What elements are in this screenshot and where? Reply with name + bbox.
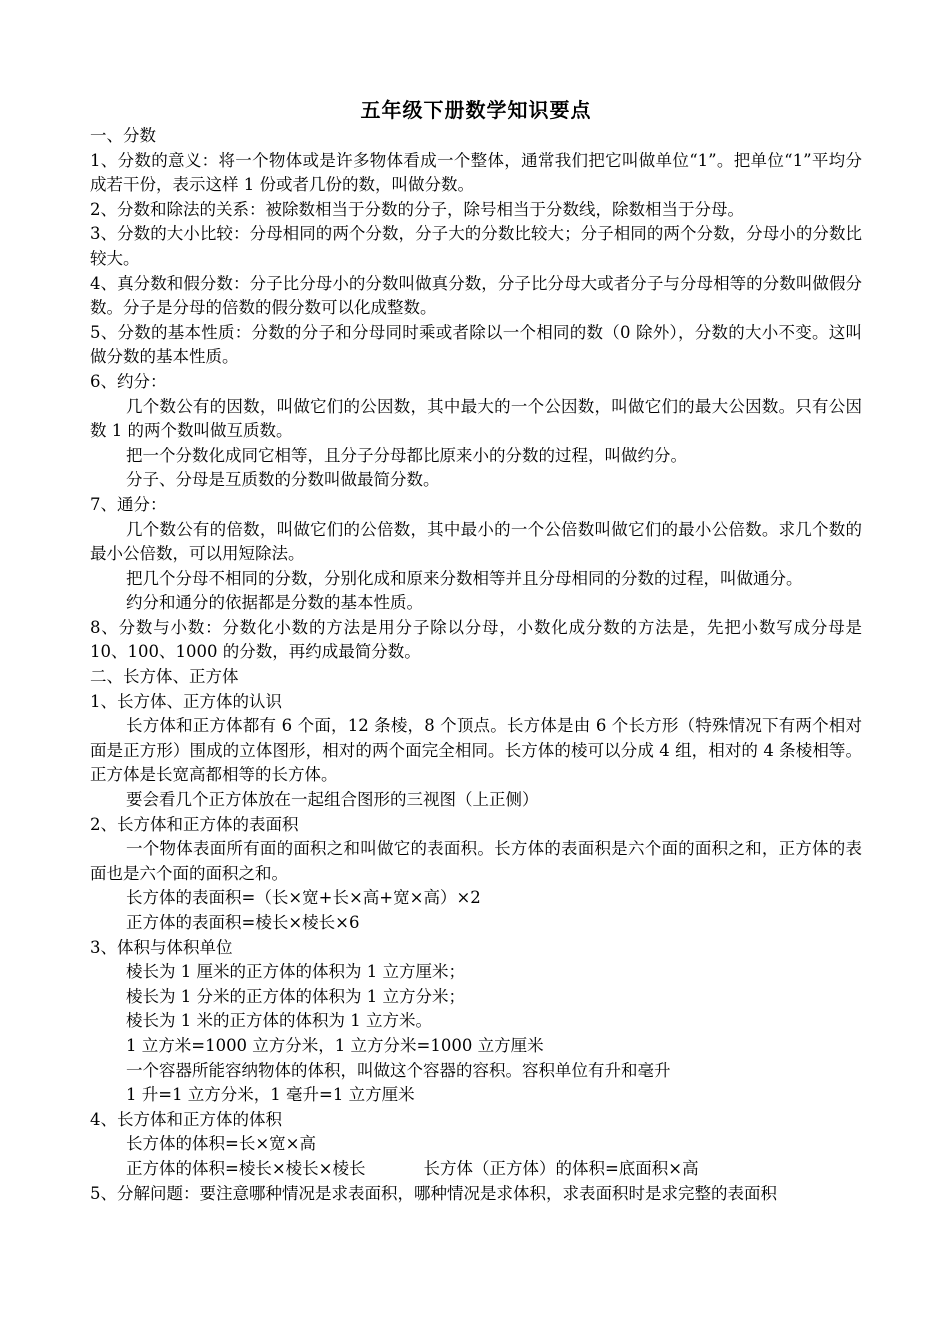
paragraph: 6、约分： (90, 371, 167, 391)
paragraph: 8、分数与小数：分数化小数的方法是用分子除以分母，小数化成分数的方法是，先把小数写成分母是 10、100、1000 的分数，再约成最简分数。 (90, 617, 862, 662)
paragraph: 把几个分母不相同的分数，分别化成和原来分数相等并且分母相同的分数的过程，叫做通分。 (126, 568, 803, 588)
paragraph: 棱长为 1 厘米的正方体的体积为 1 立方厘米； (126, 962, 465, 982)
paragraph: 2、分数和除法的关系：被除数相当于分数的分子，除号相当于分数线，除数相当于分母。 (90, 199, 744, 219)
paragraph: 长方体的表面积=（长×宽+长×高+宽×高）×2 (126, 888, 481, 908)
paragraph: 5、分数的基本性质：分数的分子和分母同时乘或者除以一个相同的数（0 除外），分数的大小不变。这叫做分数的基本性质。 (90, 322, 862, 367)
paragraph: 要会看几个正方体放在一起组合图形的三视图（上正侧） (126, 790, 539, 810)
paragraph: 长方体的体积=长×宽×高 (126, 1134, 316, 1154)
paragraph: 分子、分母是互质数的分数叫做最简分数。 (126, 470, 440, 490)
document-page (90, 96, 862, 1206)
paragraph: 约分和通分的依据都是分数的基本性质。 (126, 593, 423, 613)
cuboid-volume-formula: 长方体（正方体）的体积=底面积×高 (423, 1158, 699, 1178)
paragraph-list (90, 124, 862, 1157)
paragraph: 7、通分： (90, 494, 167, 514)
paragraph: 棱长为 1 分米的正方体的体积为 1 立方分米； (126, 986, 465, 1006)
paragraph: 1 立方米=1000 立方分米，1 立方分米=1000 立方厘米 (126, 1035, 544, 1055)
paragraph: 1 升=1 立方分米，1 毫升=1 立方厘米 (126, 1085, 415, 1105)
document-title: 五年级下册数学知识要点 (360, 98, 592, 122)
paragraph: 3、分数的大小比较：分母相同的两个分数，分子大的分数比较大；分子相同的两个分数，分母小的分数比较大。 (90, 224, 862, 268)
paragraph: 2、长方体和正方体的表面积 (90, 814, 299, 834)
paragraph: 长方体和正方体都有 6 个面，12 条棱，8 个顶点。长方体是由 6 个长方形（特殊情况下有两个相对面是正方形）围成的立体图形，相对的两个面完全相同。长方体的棱可以分成 4 组，相对的 4 条棱相等。正方体是长宽高都相等的长方体。 (90, 716, 862, 785)
paragraph: 1、分数的意义：将一个物体或是许多物体看成一个整体，通常我们把它叫做单位“1”。把单位“1”平均分成若干份，表示这样 1 份或者几份的数，叫做分数。 (90, 150, 862, 195)
paragraph: 棱长为 1 米的正方体的体积为 1 立方米。 (126, 1011, 432, 1031)
paragraph: 一、分数 (90, 126, 156, 145)
paragraph: 几个数公有的倍数，叫做它们的公倍数，其中最小的一个公倍数叫做它们的最小公倍数。求几个数的最小公倍数，可以用短除法。 (90, 519, 862, 564)
paragraph: 1、长方体、正方体的认识 (90, 691, 282, 711)
paragraph: 4、长方体和正方体的体积 (90, 1109, 282, 1129)
paragraph: 4、真分数和假分数：分子比分母小的分数叫做真分数，分子比分母大或者分子与分母相等的分数叫做假分数。分子是分母的倍数的假分数可以化成整数。 (90, 273, 862, 318)
paragraph-last: 5、分解问题：要注意哪种情况是求表面积，哪种情况是求体积，求表面积时是求完整的表面积 (90, 1183, 777, 1203)
cube-volume-formula: 正方体的体积=棱长×棱长×棱长 (126, 1158, 366, 1178)
paragraph: 正方体的表面积=棱长×棱长×6 (126, 913, 360, 932)
paragraph: 几个数公有的因数，叫做它们的公因数，其中最大的一个公因数，叫做它们的最大公因数。只有公因数 1 的两个数叫做互质数。 (90, 396, 862, 441)
paragraph: 一个物体表面所有面的面积之和叫做它的表面积。长方体的表面积是六个面的面积之和，正方体的表面也是六个面的面积之和。 (90, 839, 862, 883)
formula-line (90, 1157, 862, 1182)
paragraph: 一个容器所能容纳物体的体积，叫做这个容器的容积。容积单位有升和毫升 (126, 1060, 671, 1080)
paragraph: 把一个分数化成同它相等，且分子分母都比原来小的分数的过程，叫做约分。 (126, 445, 687, 465)
paragraph: 3、体积与体积单位 (90, 937, 233, 957)
paragraph: 二、长方体、正方体 (90, 667, 239, 687)
